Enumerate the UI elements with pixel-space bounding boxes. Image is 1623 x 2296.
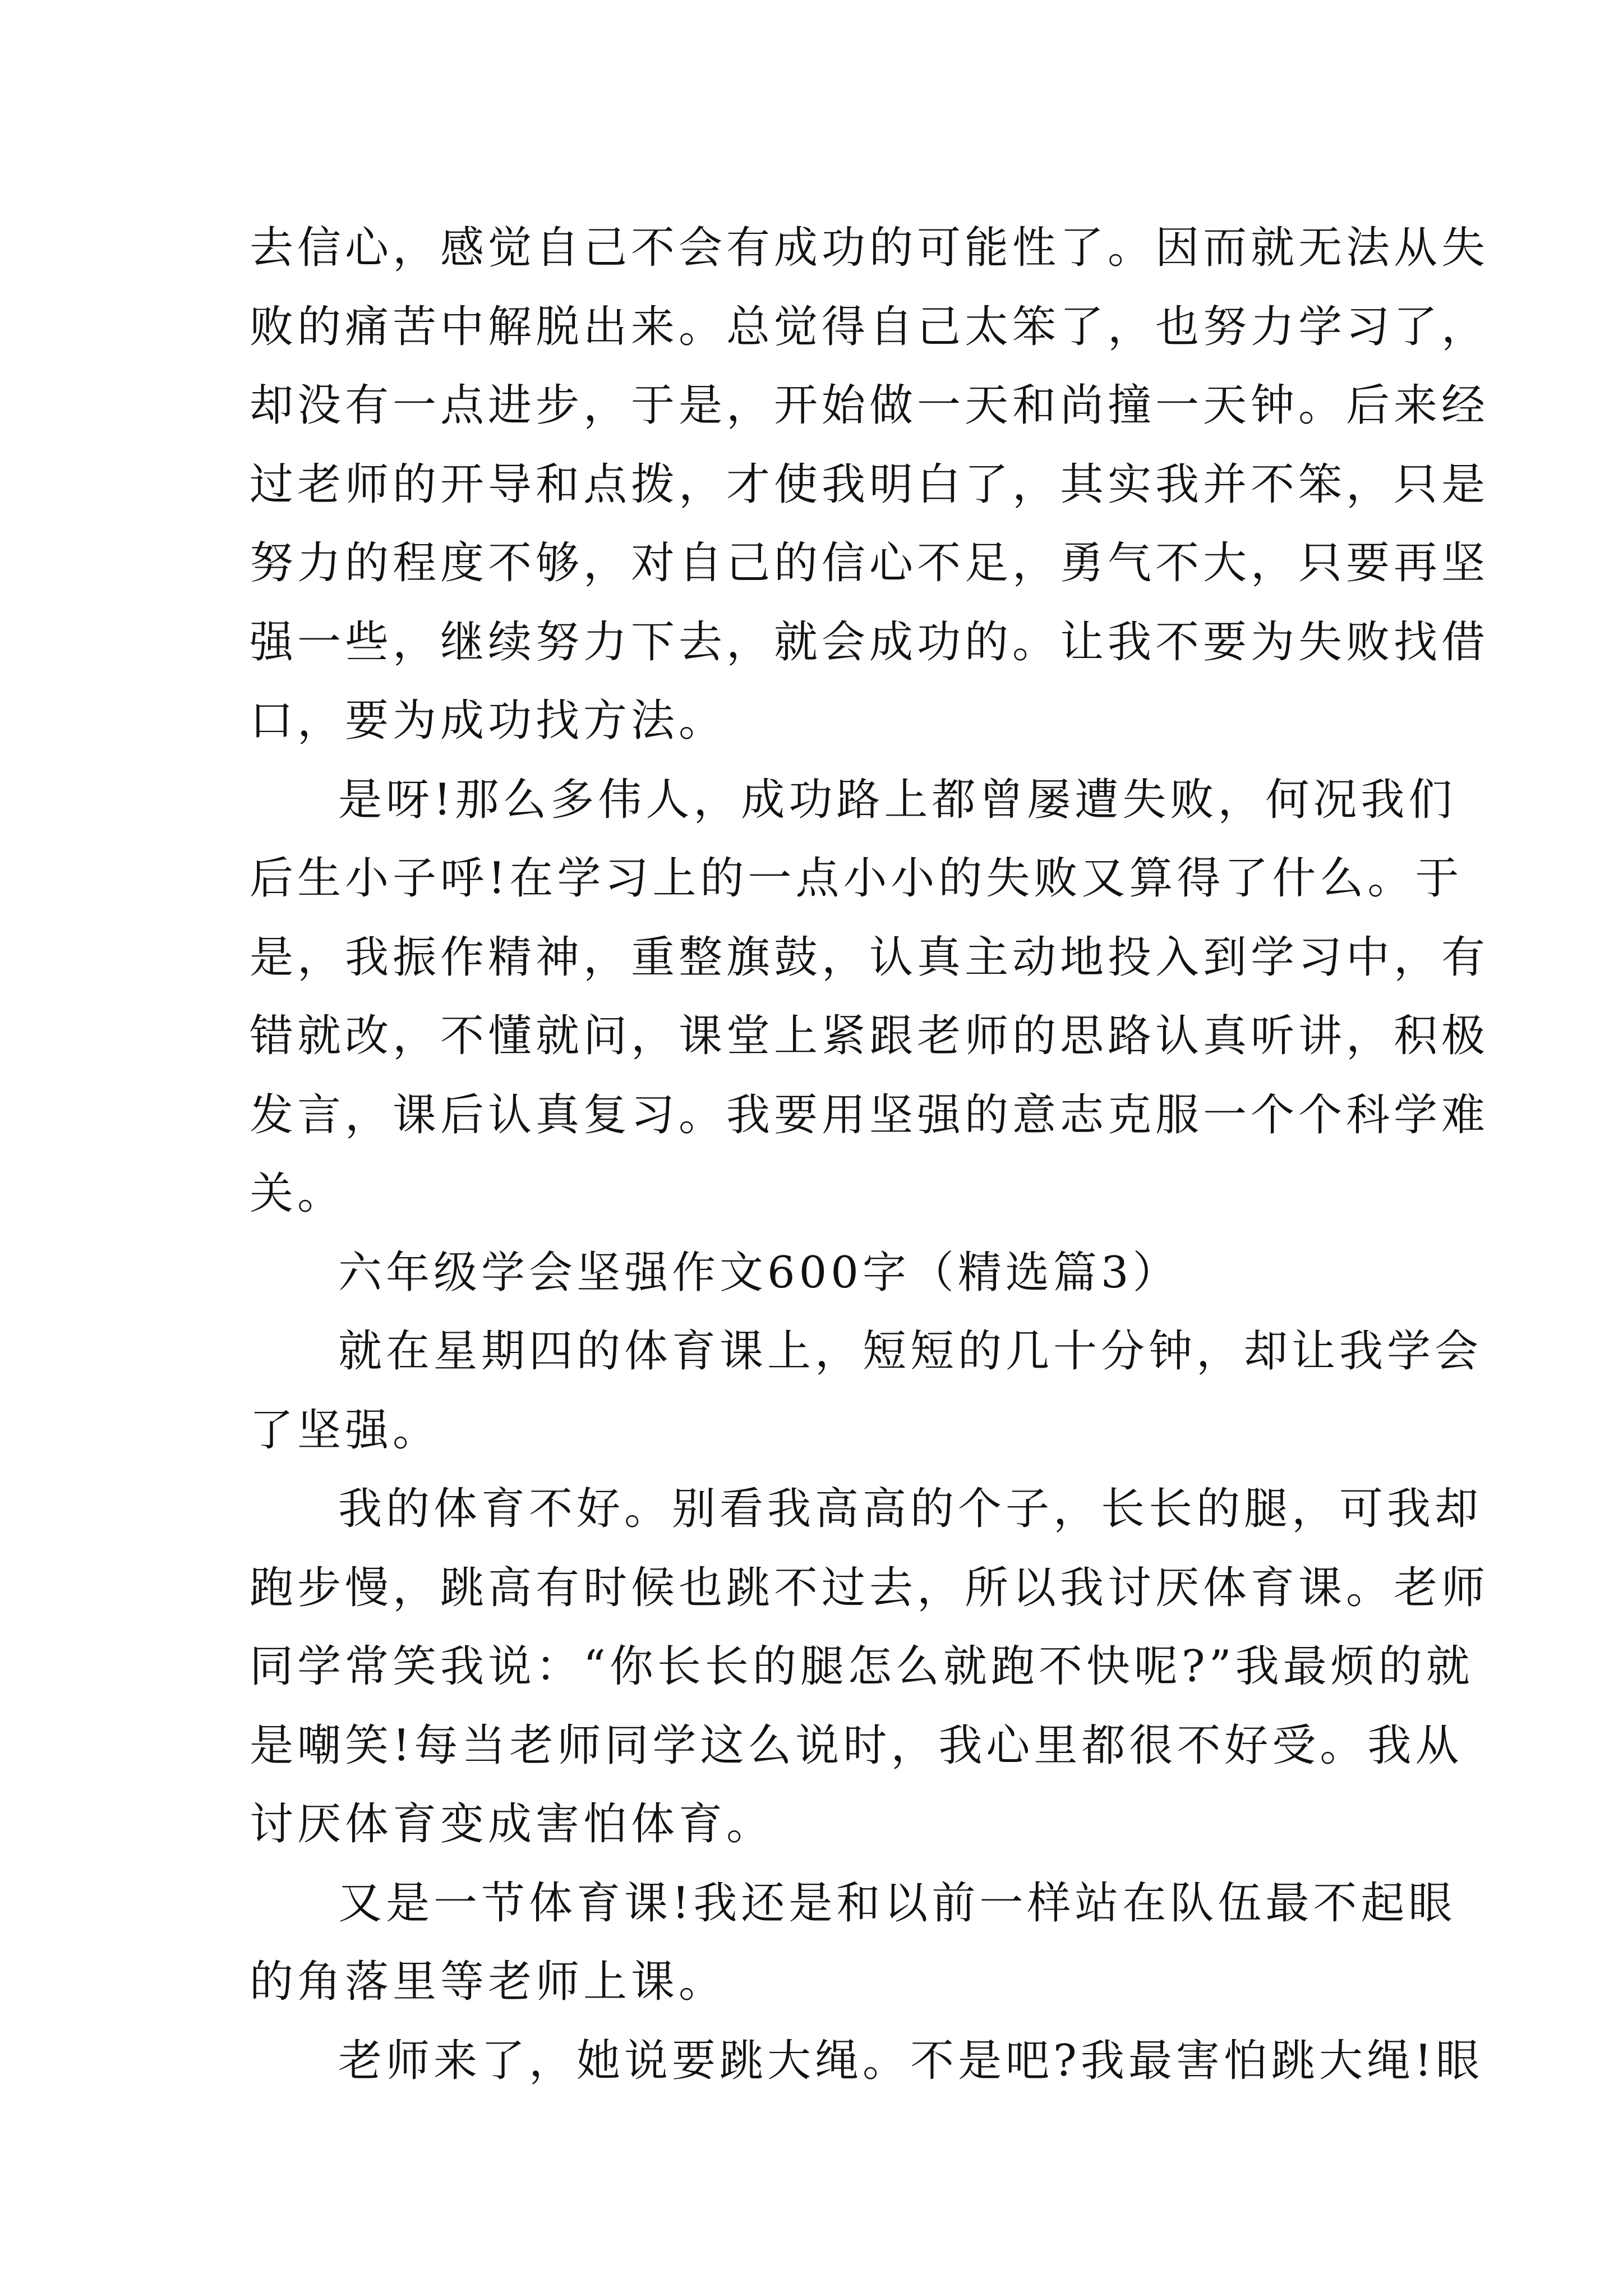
text-line: 跑步慢，跳高有时候也跳不过去，所以我讨厌体育课。老师 <box>250 1562 1490 1613</box>
text-line: 错就改，不懂就问，课堂上紧跟老师的思路认真听讲，积极 <box>250 1011 1490 1061</box>
text-line: 后生小子呼!在学习上的一点小小的失败又算得了什么。于 <box>250 853 1463 904</box>
text-line: 了坚强。 <box>250 1405 441 1456</box>
text-line: 是，我振作精神，重整旗鼓，认真主动地投入到学习中，有 <box>250 932 1490 983</box>
text-line: 口，要为成功找方法。 <box>250 696 727 746</box>
text-line: 败的痛苦中解脱出来。总觉得自己太笨了，也努力学习了， <box>250 301 1490 352</box>
text-line: 强一些，继续努力下去，就会成功的。让我不要为失败找借 <box>250 616 1490 668</box>
section-heading: 六年级学会坚强作文600字（精选篇3） <box>338 1247 1181 1298</box>
text-line: 是嘲笑!每当老师同学这么说时，我心里都很不好受。我从 <box>250 1720 1463 1771</box>
text-line: 努力的程度不够，对自己的信心不足，勇气不大，只要再坚 <box>250 538 1490 588</box>
paragraph-start-line: 又是一节体育课!我还是和以前一样站在队伍最不起眼 <box>338 1878 1456 1929</box>
text-line: 的角落里等老师上课。 <box>250 1957 727 2007</box>
paragraph-start-line: 我的体育不好。别看我高高的个子，长长的腿，可我却 <box>338 1484 1483 1534</box>
paragraph-start-line: 是呀!那么多伟人，成功路上都曾屡遭失败，何况我们 <box>338 774 1456 825</box>
text-line: 却没有一点进步，于是，开始做一天和尚撞一天钟。后来经 <box>250 380 1490 431</box>
text-line: 同学常笑我说：“你长长的腿怎么就跑不快呢?”我最烦的就 <box>250 1641 1474 1692</box>
text-line: 发言，课后认真复习。我要用坚强的意志克服一个个科学难 <box>250 1089 1490 1140</box>
text-line: 关。 <box>250 1168 345 1219</box>
paragraph-start-line: 就在星期四的体育课上，短短的几十分钟，却让我学会 <box>338 1326 1483 1377</box>
document-body <box>250 209 1490 2100</box>
text-line: 讨厌体育变成害怕体育。 <box>250 1799 774 1849</box>
text-line: 去信心，感觉自己不会有成功的可能性了。因而就无法从失 <box>250 223 1490 273</box>
text-line: 过老师的开导和点拨，才使我明白了，其实我并不笨，只是 <box>250 459 1490 510</box>
paragraph-start-line: 老师来了，她说要跳大绳。不是吧?我最害怕跳大绳!眼 <box>338 2035 1484 2086</box>
